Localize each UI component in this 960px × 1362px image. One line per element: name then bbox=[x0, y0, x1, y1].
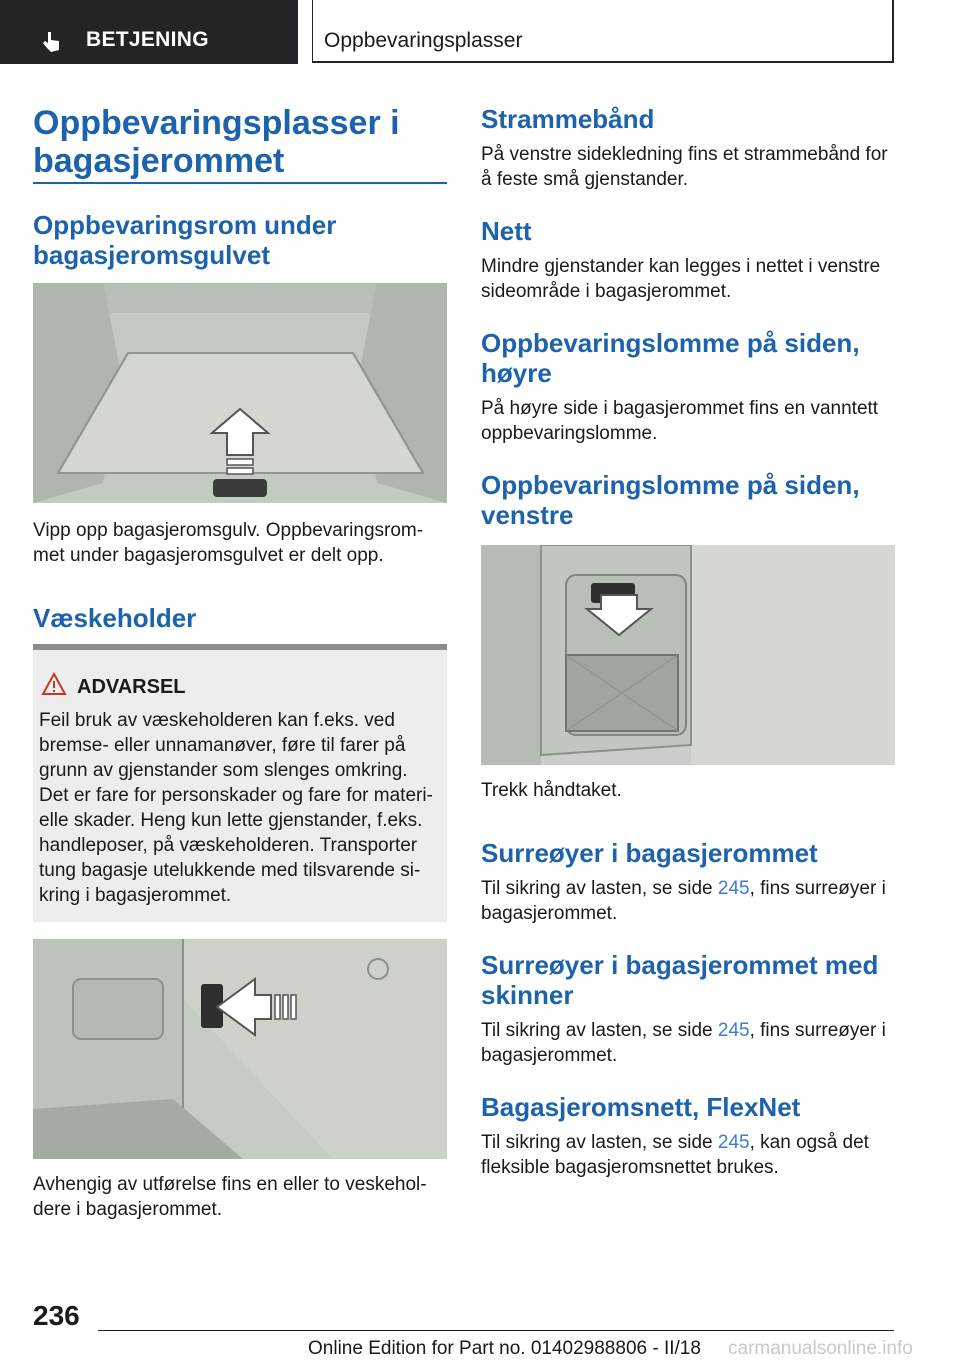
heading-pocket-right bbox=[481, 328, 860, 388]
warning-line: Det er fare for personskader og fare for materi- bbox=[39, 785, 433, 806]
edition-text: Online Edition for Part no. 01402988806 - II/18 bbox=[308, 1338, 701, 1359]
warning-line: grunn av gjenstander som slenges omkring. bbox=[39, 760, 408, 781]
heading-pocket-left bbox=[481, 470, 860, 530]
warning-line: handleposer, på væskeholderen. Transporter bbox=[39, 835, 418, 856]
heading-flexnet: Bagasjeromsnett, FlexNet bbox=[481, 1092, 801, 1122]
page-number: 236 bbox=[33, 1300, 80, 1331]
lash-rails-text-line-2: bagasjerommet. bbox=[481, 1045, 618, 1066]
pocket-left-description: Trekk håndtaket. bbox=[481, 780, 622, 801]
page-link-245[interactable]: 245 bbox=[717, 878, 750, 899]
warning-line: kring i bagasjerommet. bbox=[39, 885, 232, 906]
heading-strap: Strammebånd bbox=[481, 104, 655, 134]
lash-rails-description bbox=[481, 1018, 895, 1068]
pocket-right-description bbox=[481, 396, 895, 446]
cupholder-text-line-2: dere i bagasjerommet. bbox=[33, 1199, 223, 1220]
lash-description bbox=[481, 876, 895, 926]
watermark: carmanualsonline.info bbox=[728, 1338, 913, 1359]
warning-line: elle skader. Heng kun lette gjenstander, f.eks. bbox=[39, 810, 423, 831]
lash-text-pre: Til sikring av lasten, se side bbox=[481, 878, 718, 899]
net-text-line-1: Mindre gjenstander kan legges i nettet i venstre bbox=[481, 256, 881, 277]
warning-line: bremse- eller unnamanøver, føre til farer på bbox=[39, 735, 406, 756]
heading-storage-line-2: bagasjeromsgulvet bbox=[33, 240, 270, 270]
warning-line: Feil bruk av væskeholderen kan f.eks. ved bbox=[39, 710, 395, 731]
heading-net: Nett bbox=[481, 216, 532, 246]
photo-cupholder bbox=[33, 939, 447, 1159]
photo-side-pocket bbox=[481, 545, 895, 765]
page-title-line-1: Oppbevaringsplasser i bbox=[33, 104, 400, 142]
heading-lash-eyes: Surreøyer i bagasjerommet bbox=[481, 838, 818, 868]
warning-triangle-icon bbox=[41, 672, 67, 696]
net-text-line-2: sideområde i bagasjerommet. bbox=[481, 281, 732, 302]
lash-text-post: , fins surreøyer i bbox=[749, 878, 886, 899]
footer-divider bbox=[98, 1330, 894, 1331]
hand-pointer-icon bbox=[40, 30, 64, 54]
heading-pocket-right-line-2: høyre bbox=[481, 358, 552, 388]
section-label: BETJENING bbox=[86, 28, 209, 51]
strap-text-line-1: På venstre sidekledning fins et strammebånd for bbox=[481, 144, 888, 165]
flexnet-text-line-1 bbox=[481, 1130, 895, 1155]
header-title: Oppbevaringsplasser bbox=[324, 29, 523, 52]
title-divider bbox=[33, 182, 447, 184]
storage-text-line-2: met under bagasjeromsgulvet er delt opp. bbox=[33, 545, 384, 566]
lash-text-line-2: bagasjerommet. bbox=[481, 903, 618, 924]
section-tab bbox=[0, 0, 298, 64]
heading-lash-rails bbox=[481, 950, 878, 1010]
flexnet-text-line-2: fleksible bagasjeromsnettet brukes. bbox=[481, 1157, 779, 1178]
heading-lash-rails-line-2: skinner bbox=[481, 980, 574, 1010]
net-description bbox=[481, 254, 895, 304]
lash-rails-text-line-1 bbox=[481, 1018, 895, 1043]
strap-description bbox=[481, 142, 895, 192]
cupholder-text-line-1: Avhengig av utførelse fins en eller to veskehol- bbox=[33, 1174, 427, 1195]
heading-pocket-left-line-1: Oppbevaringslomme på siden, bbox=[481, 470, 860, 500]
photo-cargo-floor bbox=[33, 283, 447, 503]
lash-text-line-1 bbox=[481, 876, 895, 901]
pocket-right-text-line-1: På høyre side i bagasjerommet fins en vanntett bbox=[481, 398, 879, 419]
heading-pocket-right-line-1: Oppbevaringslomme på siden, bbox=[481, 328, 860, 358]
lash-rails-text-post: , fins surreøyer i bbox=[749, 1020, 886, 1041]
heading-storage-line-1: Oppbevaringsrom under bbox=[33, 210, 337, 240]
cupholder-description bbox=[33, 1172, 447, 1222]
heading-pocket-left-line-2: venstre bbox=[481, 500, 574, 530]
page-title-line-2: bagasjerommet bbox=[33, 142, 285, 180]
heading-cupholder: Væskeholder bbox=[33, 603, 197, 633]
warning-title: ADVARSEL bbox=[77, 676, 186, 698]
warning-box bbox=[33, 644, 447, 922]
page-title bbox=[33, 104, 453, 180]
flexnet-text-pre: Til sikring av lasten, se side bbox=[481, 1132, 718, 1153]
warning-line: tung bagasje utelukkende med tilsvarende si- bbox=[39, 860, 421, 881]
storage-text-line-1: Vipp opp bagasjeromsgulv. Oppbevaringsrom- bbox=[33, 520, 424, 541]
warning-text bbox=[39, 708, 441, 908]
flexnet-text-post: , kan også det bbox=[749, 1132, 869, 1153]
storage-description bbox=[33, 518, 447, 568]
heading-storage-under-floor bbox=[33, 210, 336, 270]
pocket-right-text-line-2: oppbevaringslomme. bbox=[481, 423, 658, 444]
strap-text-line-2: å feste små gjenstander. bbox=[481, 169, 689, 190]
heading-lash-rails-line-1: Surreøyer i bagasjerommet med bbox=[481, 950, 879, 980]
flexnet-description bbox=[481, 1130, 895, 1180]
page-link-245[interactable]: 245 bbox=[717, 1132, 750, 1153]
lash-rails-text-pre: Til sikring av lasten, se side bbox=[481, 1020, 718, 1041]
page-link-245[interactable]: 245 bbox=[717, 1020, 750, 1041]
